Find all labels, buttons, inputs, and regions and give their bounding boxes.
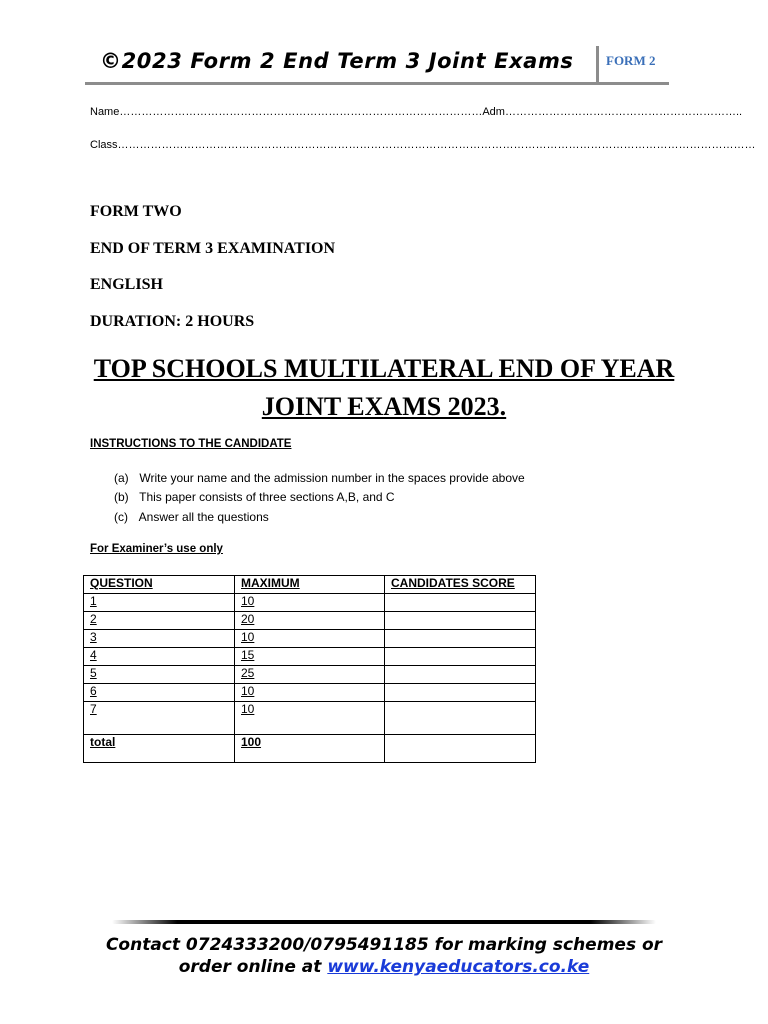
score-cell[interactable]	[385, 594, 536, 612]
total-row	[84, 735, 536, 763]
question-cell: 4	[84, 648, 235, 666]
total-score-cell[interactable]	[385, 735, 536, 763]
instruction-text: Write your name and the admission number in the spaces provide above	[139, 471, 525, 485]
question-cell: 6	[84, 684, 235, 702]
form-badge: FORM 2	[606, 53, 656, 68]
instruction-text: This paper consists of three sections A,B, and C	[139, 490, 395, 504]
website-link[interactable]: www.kenyaeducators.co.ke	[327, 957, 590, 977]
form-label: FORM TWO	[90, 203, 182, 220]
question-cell: 7	[84, 702, 235, 735]
instruction-item	[114, 471, 525, 485]
table-row	[84, 702, 536, 735]
question-cell: 2	[84, 612, 235, 630]
name-adm-field[interactable]: Name………………………………………………………………………………………Adm………………………………………………………..	[90, 106, 743, 118]
instruction-label: (c)	[114, 510, 128, 524]
header-divider	[596, 46, 599, 82]
examiner-heading: For Examiner’s use only	[90, 543, 223, 555]
total-maximum: 100	[235, 735, 385, 763]
instructions-heading: INSTRUCTIONS TO THE CANDIDATE	[90, 438, 292, 450]
class-field[interactable]: Class…………………………………………………………………………………………………………………………………………………………	[90, 139, 756, 151]
footer-line-2: order online at	[178, 957, 322, 977]
score-table	[83, 575, 536, 763]
column-header-question: QUESTION	[84, 576, 235, 594]
column-header-score: CANDIDATES SCORE	[385, 576, 536, 594]
table-row	[84, 666, 536, 684]
subject-label: ENGLISH	[90, 276, 163, 293]
maximum-cell: 10	[235, 684, 385, 702]
instruction-label: (b)	[114, 490, 129, 504]
instruction-item	[114, 510, 269, 524]
instruction-item	[114, 490, 395, 504]
score-cell[interactable]	[385, 630, 536, 648]
footer-rule	[112, 920, 656, 924]
maximum-cell: 10	[235, 630, 385, 648]
table-header-row	[84, 576, 536, 594]
question-cell: 5	[84, 666, 235, 684]
score-cell[interactable]	[385, 684, 536, 702]
table-row	[84, 684, 536, 702]
duration-label: DURATION: 2 HOURS	[90, 313, 255, 330]
header-title: ©2023 Form 2 End Term 3 Joint Exams	[100, 49, 574, 73]
score-cell[interactable]	[385, 666, 536, 684]
table-row	[84, 648, 536, 666]
maximum-cell: 20	[235, 612, 385, 630]
instruction-label: (a)	[114, 471, 129, 485]
footer-contact	[84, 934, 684, 978]
instruction-text: Answer all the questions	[138, 510, 269, 524]
maximum-cell: 10	[235, 702, 385, 735]
term-label: END OF TERM 3 EXAMINATION	[90, 240, 336, 257]
header-rule	[85, 82, 669, 85]
maximum-cell: 10	[235, 594, 385, 612]
score-cell[interactable]	[385, 702, 536, 735]
column-header-maximum: MAXIMUM	[235, 576, 385, 594]
main-title: TOP SCHOOLS MULTILATERAL END OF YEAR JOINT EXAMS 2023.	[93, 354, 675, 421]
table-row	[84, 612, 536, 630]
maximum-cell: 15	[235, 648, 385, 666]
score-cell[interactable]	[385, 648, 536, 666]
question-cell: 1	[84, 594, 235, 612]
table-row	[84, 630, 536, 648]
question-cell: 3	[84, 630, 235, 648]
maximum-cell: 25	[235, 666, 385, 684]
table-row	[84, 594, 536, 612]
total-label: total	[84, 735, 235, 763]
footer-line-1: Contact 0724333200/0795491185 for marking schemes or	[105, 935, 663, 955]
score-cell[interactable]	[385, 612, 536, 630]
